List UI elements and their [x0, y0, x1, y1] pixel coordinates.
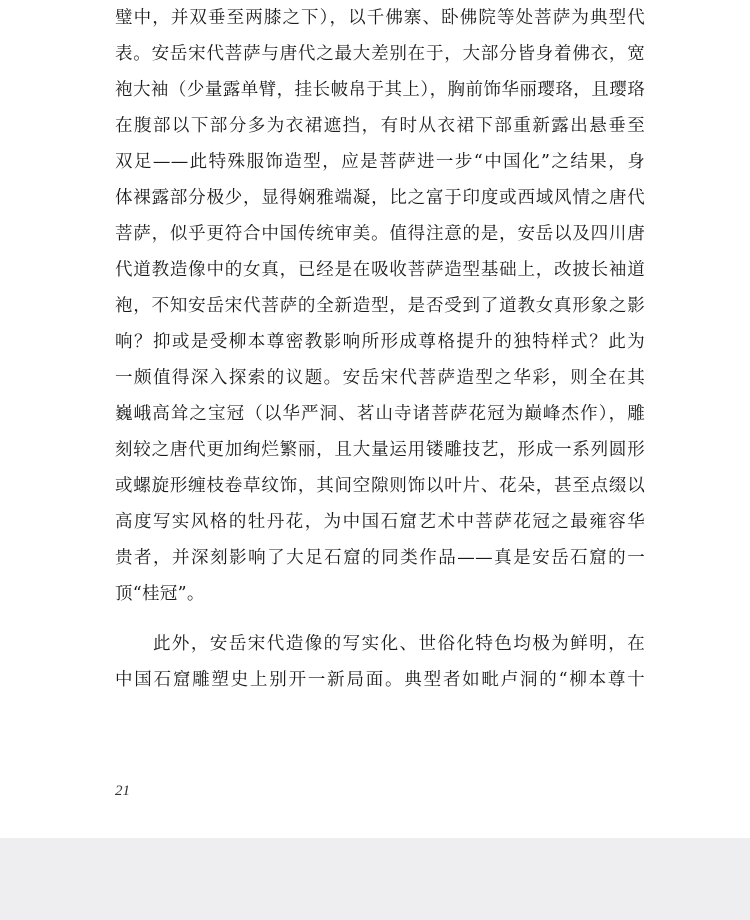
text-line: 表。安岳宋代菩萨与唐代之最大差别在于，大部分皆身着佛衣，宽 — [115, 44, 645, 64]
text-line: 双足——此特殊服饰造型，应是菩萨进一步“中国化”之结果，身 — [115, 152, 645, 172]
text-line: 一颇值得深入探索的议题。安岳宋代菩萨造型之华彩，则全在其 — [115, 368, 645, 388]
text-line: 贵者，并深刻影响了大足石窟的同类作品——真是安岳石窟的一 — [115, 548, 645, 568]
body-text — [115, 0, 645, 698]
text-line: 高度写实风格的牡丹花，为中国石窟艺术中菩萨花冠之最雍容华 — [115, 512, 645, 532]
paragraph-start-line: 此外，安岳宋代造像的写实化、世俗化特色均极为鲜明，在 — [115, 634, 645, 654]
text-line: 袍大袖（少量露单臂，挂长帔帛于其上），胸前饰华丽璎珞，且璎珞 — [115, 80, 645, 100]
text-line: 中国石窟雕塑史上别开一新局面。典型者如毗卢洞的“柳本尊十 — [115, 670, 645, 690]
text-line: 刻较之唐代更加绚烂繁丽，且大量运用镂雕技艺，形成一系列圆形 — [115, 440, 645, 460]
viewer-footer-bar — [0, 838, 750, 920]
text-line: 袍，不知安岳宋代菩萨的全新造型，是否受到了道教女真形象之影 — [115, 296, 645, 316]
text-line: 在腹部以下部分多为衣裙遮挡，有时从衣裙下部重新露出悬垂至 — [115, 116, 645, 136]
text-line: 响？抑或是受柳本尊密教影响所形成尊格提升的独特样式？此为 — [115, 332, 645, 352]
page-number: 21 — [115, 783, 130, 799]
paragraph-end-line: 顶“桂冠”。 — [115, 584, 205, 604]
text-line: 或螺旋形缠枝卷草纹饰，其间空隙则饰以叶片、花朵，甚至点缀以 — [115, 476, 645, 496]
text-line: 代道教造像中的女真，已经是在吸收菩萨造型基础上，改披长袖道 — [115, 260, 645, 280]
text-line: 菩萨，似乎更符合中国传统审美。值得注意的是，安岳以及四川唐 — [115, 224, 645, 244]
text-line: 体裸露部分极少，显得娴雅端凝，比之富于印度或西域风情之唐代 — [115, 188, 645, 208]
text-line: 巍峨高耸之宝冠（以华严洞、茗山寺诸菩萨花冠为巅峰杰作），雕 — [115, 404, 645, 424]
text-line: 璧中，并双垂至两膝之下），以千佛寨、卧佛院等处菩萨为典型代 — [115, 8, 645, 28]
